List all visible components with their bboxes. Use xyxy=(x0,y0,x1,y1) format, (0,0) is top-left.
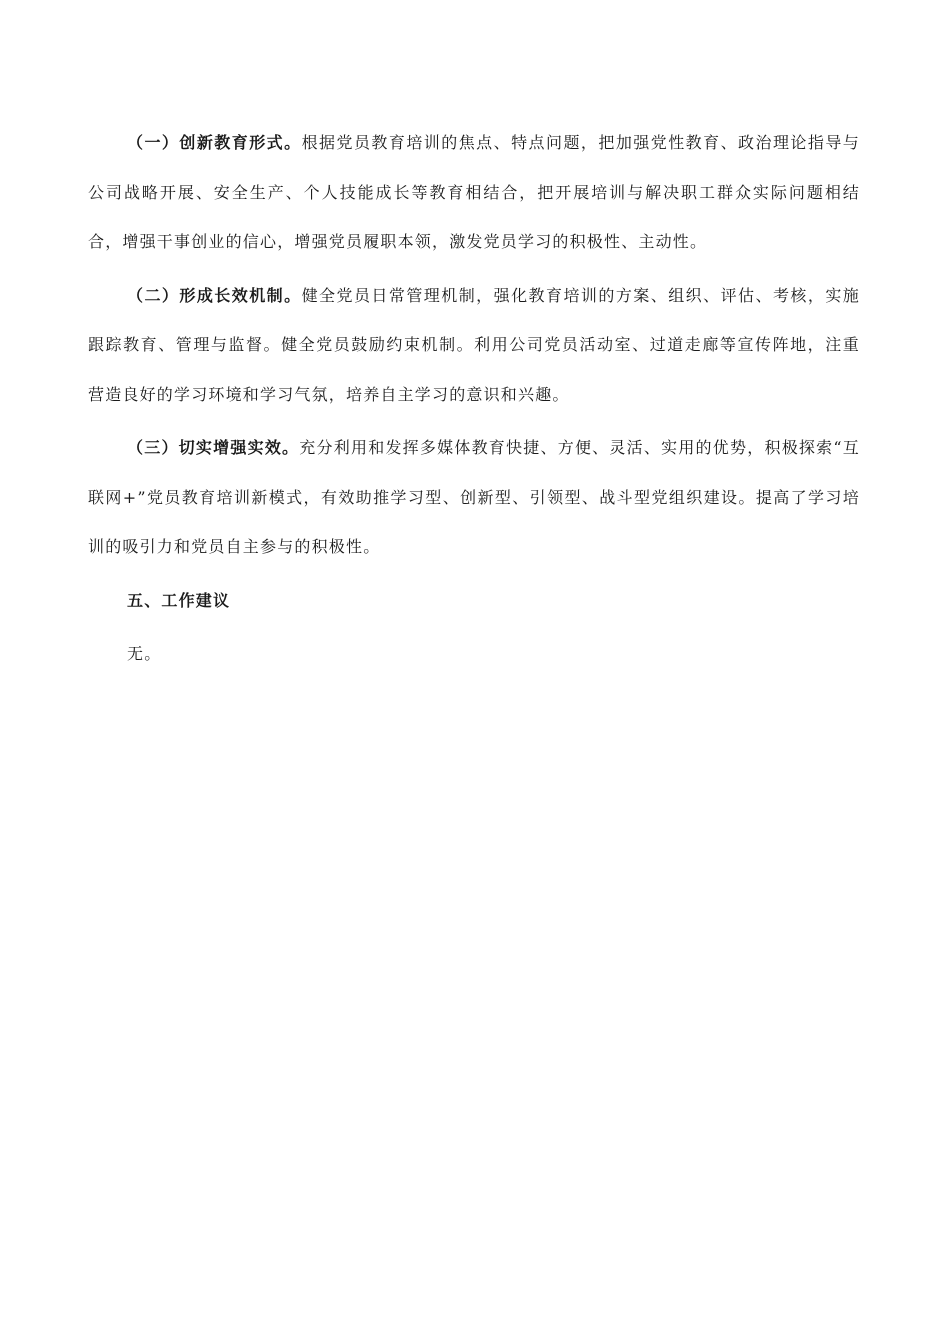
suggestion-text: 无。 xyxy=(127,644,162,663)
section-3-body: 充分利用和发挥多媒体教育快捷、方便、灵活、实用的优势，积极探索“互联网+”党员教育培训新模式，有效助推学习型、创新型、引领型、战斗型党组织建设。提高了学习培训的吸引力和党员自主参与的积极性。 xyxy=(88,438,860,556)
section-1-paragraph xyxy=(88,118,860,267)
document-page xyxy=(88,118,860,679)
section-1-title: （一）创新教育形式。 xyxy=(127,133,302,152)
heading-work-suggestions: 五、工作建议 xyxy=(127,590,231,610)
section-2-paragraph xyxy=(88,271,860,420)
section-1-body: 根据党员教育培训的焦点、特点问题，把加强党性教育、政治理论指导与公司战略开展、安全生产、个人技能成长等教育相结合，把开展培训与解决职工群众实际问题相结合，增强干事创业的信心，增强党员履职本领，激发党员学习的积极性、主动性。 xyxy=(88,133,860,251)
section-3-paragraph xyxy=(88,423,860,572)
section-2-body: 健全党员日常管理机制，强化教育培训的方案、组织、评估、考核，实施跟踪教育、管理与监督。健全党员鼓励约束机制。利用公司党员活动室、过道走廊等宣传阵地，注重营造良好的学习环境和学习气氛，培养自主学习的意识和兴趣。 xyxy=(88,285,860,404)
section-3-title: （三）切实增强实效。 xyxy=(127,438,300,457)
section-2-title: （二）形成长效机制。 xyxy=(127,285,302,305)
